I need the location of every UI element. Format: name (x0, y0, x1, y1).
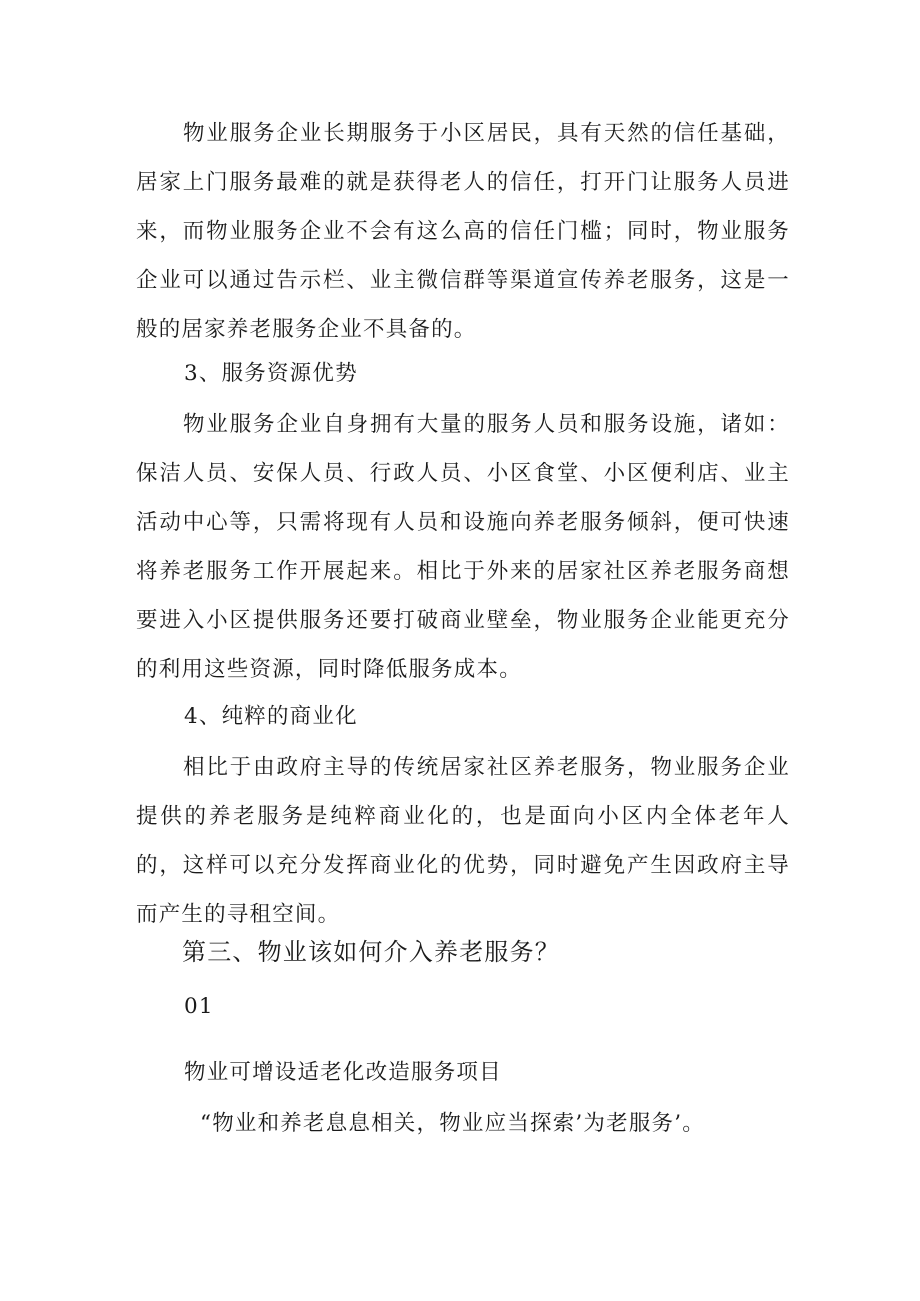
heading-pure-commercialization: 4、纯粹的商业化 (184, 704, 358, 729)
section-heading-how-to-enter: 第三、物业该如何介入养老服务？ (182, 938, 560, 966)
heading-service-resources: 3、服务资源优势 (184, 361, 358, 386)
quote-text: “物业和养老息息相关，物业应当探索’为老服务’。 (200, 1111, 705, 1136)
item-number-label: 01 (184, 994, 214, 1019)
paragraph-pure-commercialization: 相比于由政府主导的传统居家社区养老服务，物业服务企业提供的养老服务是纯粹商业化的，也是面向小区内全体老年人的，这样可以充分发挥商业化的优势，同时避免产生因政府主导而产生的寻租空间。 (136, 755, 790, 927)
paragraph-trust-advantage: 物业服务企业长期服务于小区居民，具有天然的信任基础，居家上门服务最难的就是获得老人的信任，打开门让服务人员进来，而物业服务企业不会有这么高的信任门槛；同时，物业服务企业可以通过告示栏、业主微信群等渠道宣传养老服务，这是一般的居家养老服务企业不具备的。 (136, 121, 790, 342)
paragraph-service-resources: 物业服务企业自身拥有大量的服务人员和服务设施，诸如：保洁人员、安保人员、行政人员、小区食堂、小区便利店、业主活动中心等，只需将现有人员和设施向养老服务倾斜，便可快速将养老服务工作开展起来。相比于外来的居家社区养老服务商想要进入小区提供服务还要打破商业壁垒，物业服务企业能更充分的利用这些资源，同时降低服务成本。 (136, 412, 790, 682)
subheading-aging-renovation: 物业可增设适老化改造服务项目 (184, 1060, 502, 1085)
